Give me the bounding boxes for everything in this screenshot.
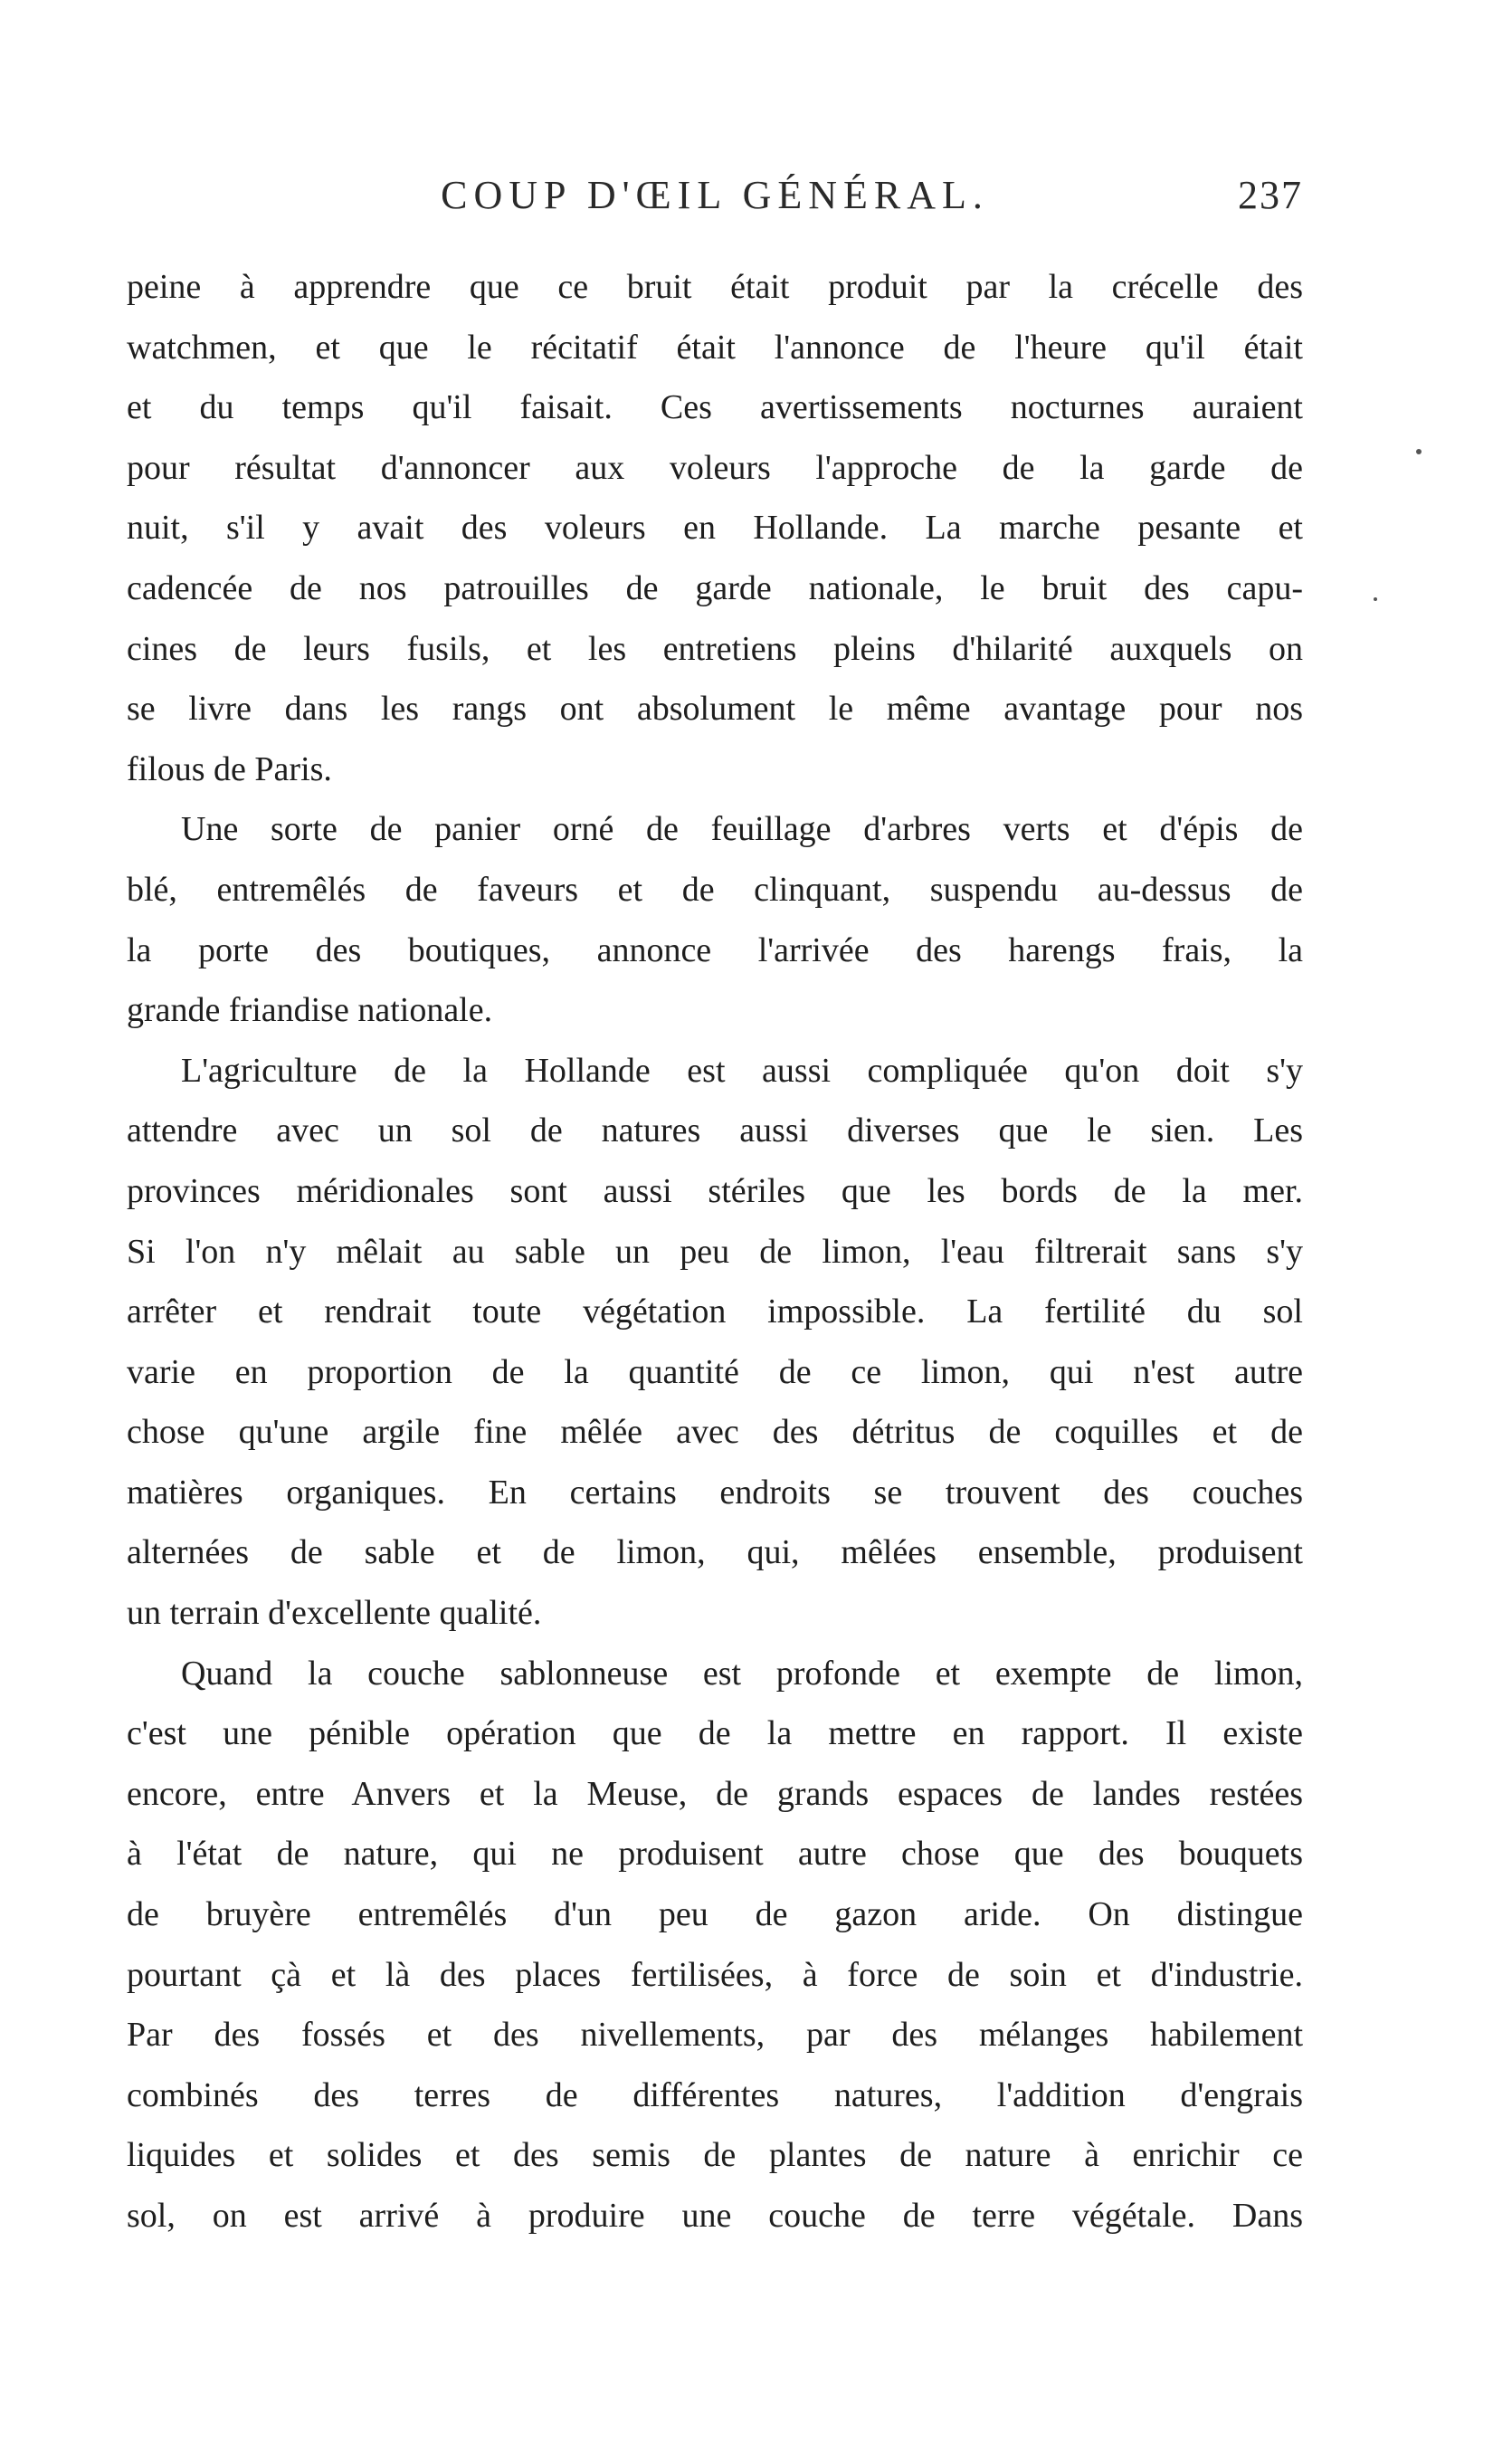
text-line: cadencée de nos patrouilles de garde nationale, le bruit des capu- (127, 568, 1303, 607)
text-line: matières organiques. En certains endroits se trouvent des couches (127, 1473, 1303, 1512)
text-line: encore, entre Anvers et la Meuse, de grands espaces de landes restées (127, 1774, 1303, 1813)
text-line: L'agriculture de la Hollande est aussi compliquée qu'on doit s'y (181, 1051, 1303, 1090)
text-line: watchmen, et que le récitatif était l'annonce de l'heure qu'il était (127, 328, 1303, 367)
text-line: varie en proportion de la quantité de ce limon, qui n'est autre (127, 1352, 1303, 1391)
body-text (127, 257, 1303, 2246)
text-line: arrêter et rendrait toute végétation impossible. La fertilité du sol (127, 1293, 1303, 1331)
text-line: et du temps qu'il faisait. Ces avertissements nocturnes auraient (127, 388, 1303, 427)
text-line: Par des fossés et des nivellements, par des mélanges habilement (127, 2016, 1303, 2055)
text-line: combinés des terres de différentes natures, l'addition d'engrais (127, 2075, 1303, 2114)
page-number: 237 (1238, 173, 1303, 217)
text-line: sol, on est arrivé à produire une couche de terre végétale. Dans (127, 2197, 1303, 2235)
text-line: c'est une pénible opération que de la mettre en rapport. Il existe (127, 1714, 1303, 1753)
text-line: peine à apprendre que ce bruit était produit par la crécelle des (127, 268, 1303, 306)
running-title: COUP D'ŒIL GÉNÉRAL. (441, 173, 989, 217)
text-line: à l'état de nature, qui ne produisent autre chose que des bouquets (127, 1835, 1303, 1874)
text-line: pour résultat d'annoncer aux voleurs l'approche de la garde de (127, 448, 1303, 487)
text-line: un terrain d'excellente qualité. (127, 1594, 542, 1633)
text-line: Une sorte de panier orné de feuillage d'arbres verts et d'épis de (181, 810, 1303, 849)
text-line: liquides et solides et des semis de plantes de nature à enrichir ce (127, 2136, 1303, 2175)
text-line: grande friandise nationale. (127, 991, 493, 1030)
print-speck (1416, 449, 1422, 454)
text-line: Quand la couche sablonneuse est profonde et exempte de limon, (181, 1654, 1303, 1693)
text-line: se livre dans les rangs ont absolument le même avantage pour nos (127, 690, 1303, 729)
text-line: filous de Paris. (127, 749, 332, 788)
text-line: la porte des boutiques, annonce l'arrivée des harengs frais, la (127, 930, 1303, 969)
text-line: cines de leurs fusils, et les entretiens pleins d'hilarité auxquels on (127, 629, 1303, 668)
text-line: chose qu'une argile fine mêlée avec des détritus de coquilles et de (127, 1413, 1303, 1452)
text-line: blé, entremêlés de faveurs et de clinquant, suspendu au-dessus de (127, 870, 1303, 909)
text-line: pourtant çà et là des places fertilisées, à force de soin et d'industrie. (127, 1955, 1303, 1994)
print-speck (1374, 597, 1377, 601)
text-line: de bruyère entremêlés d'un peu de gazon aride. On distingue (127, 1895, 1303, 1934)
text-line: provinces méridionales sont aussi stériles que les bords de la mer. (127, 1171, 1303, 1210)
running-header (127, 172, 1303, 226)
text-line: nuit, s'il y avait des voleurs en Hollande. La marche pesante et (127, 509, 1303, 548)
text-line: attendre avec un sol de natures aussi diverses que le sien. Les (127, 1111, 1303, 1150)
text-line: alternées de sable et de limon, qui, mêlées ensemble, produisent (127, 1533, 1303, 1572)
text-line: Si l'on n'y mêlait au sable un peu de limon, l'eau filtrerait sans s'y (127, 1232, 1303, 1271)
